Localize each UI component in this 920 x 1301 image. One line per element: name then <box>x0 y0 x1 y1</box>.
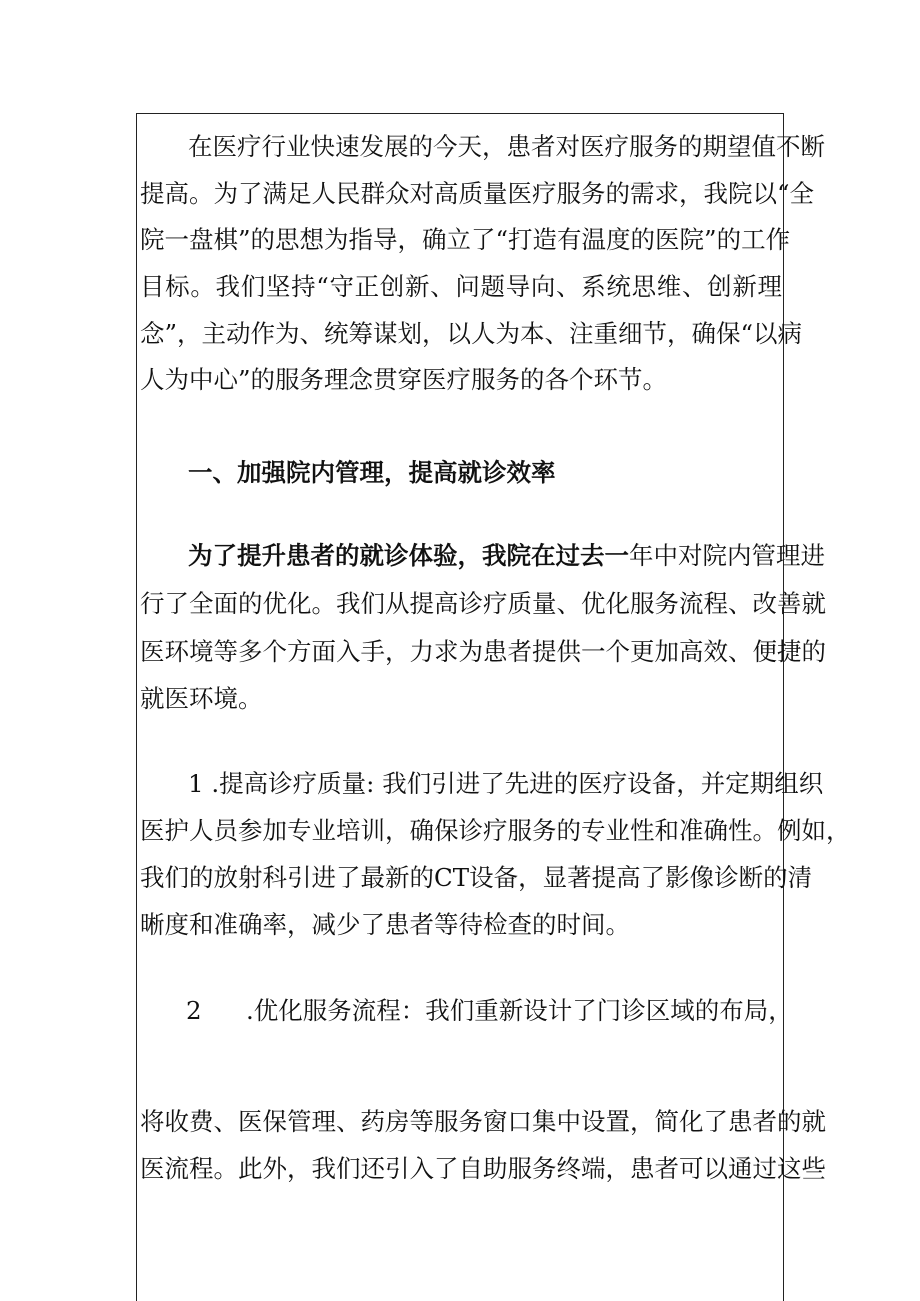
item2-title: .优化服务流程：我们重新设计了门诊区域的布局， <box>246 996 793 1025</box>
intro-line: 人为中心”的服务理念贯穿医疗服务的各个环节。 <box>140 365 668 394</box>
item1-line: 1 .提高诊疗质量: 我们引进了先进的医疗设备，并定期组织 <box>188 769 824 798</box>
section-heading: 一、加强院内管理，提高就诊效率 <box>188 458 556 487</box>
paragraph-line: 医环境等多个方面入手，力求为患者提供一个更加高效、便捷的 <box>140 637 826 666</box>
item1-line: 晰度和准确率，减少了患者等待检查的时间。 <box>140 910 630 939</box>
intro-line: 提高。为了满足人民群众对高质量医疗服务的需求，我院以“全 <box>140 179 815 208</box>
paragraph-line: 就医环境。 <box>140 684 263 713</box>
item1-line: 我们的放射科引进了最新的CT设备，显著提高了影像诊断的清 <box>140 863 813 892</box>
intro-line: 院一盘棋”的思想为指导，确立了“打造有温度的医院”的工作 <box>140 225 791 254</box>
intro-line: 目标。我们坚持“守正创新、问题导向、系统思维、创新理 <box>140 272 782 301</box>
paragraph-lead-bold: 为了提升患者的就诊体验，我院在过去一 <box>188 541 629 570</box>
item1-line: 医护人员参加专业培训，确保诊疗服务的专业性和准确性。例如， <box>140 816 851 845</box>
intro-line: 在医疗行业快速发展的今天，患者对医疗服务的期望值不断 <box>188 132 825 161</box>
paragraph-line: 行了全面的优化。我们从提高诊疗质量、优化服务流程、改善就 <box>140 589 826 618</box>
item2-line: 将收费、医保管理、药房等服务窗口集中设置，简化了患者的就 <box>140 1107 826 1136</box>
paragraph-first-line <box>188 541 825 570</box>
item2-number: 2 <box>186 996 202 1025</box>
intro-line: 念”，主动作为、统筹谋划，以人为本、注重细节，确保“以病 <box>140 319 803 348</box>
paragraph-lead-rest: 年中对院内管理进 <box>629 541 825 570</box>
item2-line: 医流程。此外，我们还引入了自助服务终端，患者可以通过这些 <box>140 1154 826 1183</box>
